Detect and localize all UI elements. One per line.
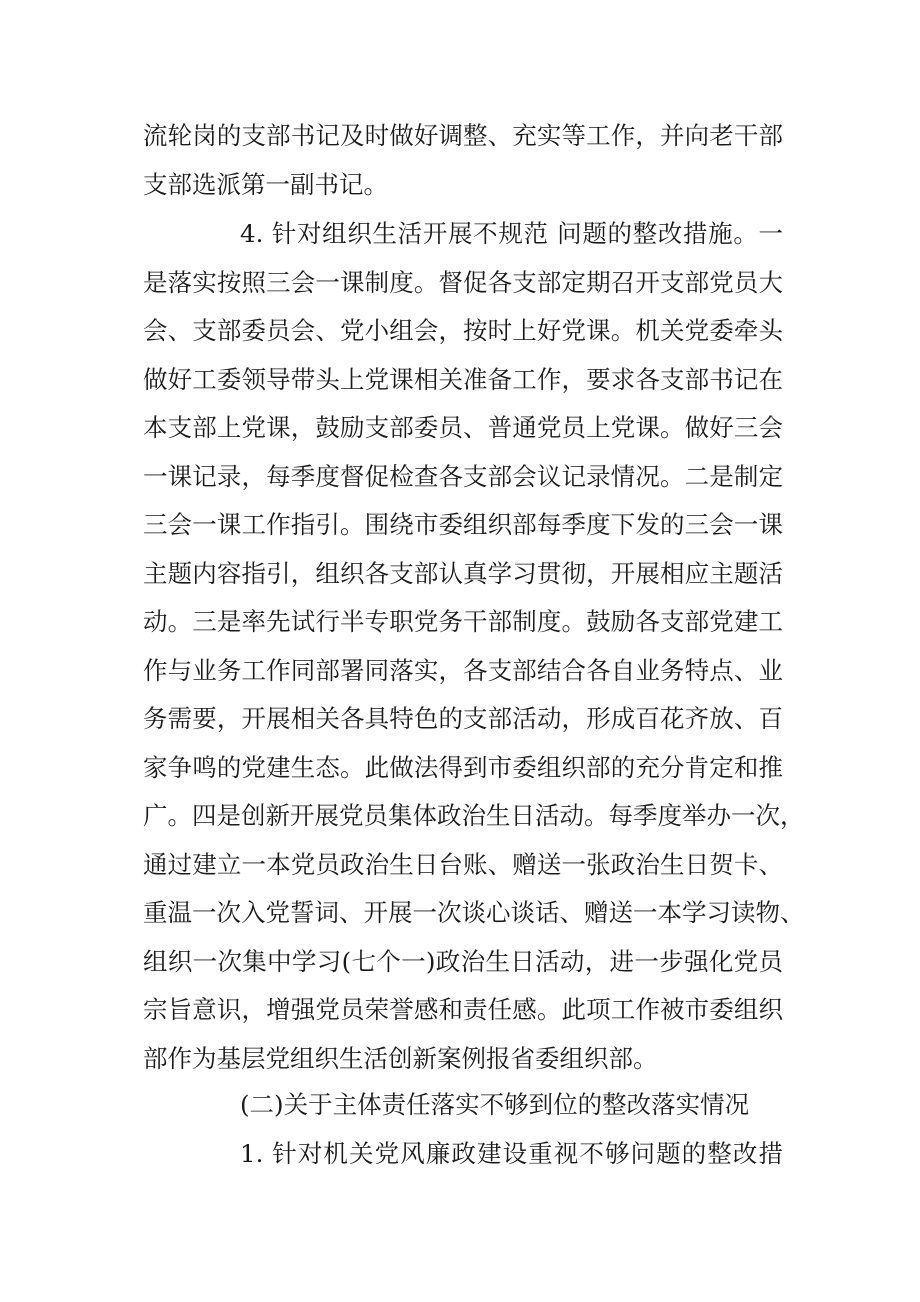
- text-line: 主题内容指引，组织各支部认真学习贯彻，开展相应主题活: [143, 558, 783, 588]
- text-line: 动。三是率先试行半专职党务干部制度。鼓励各支部党建工: [143, 607, 783, 636]
- paragraph-item-4: [143, 210, 805, 1083]
- text-line: 宗旨意识，增强党员荣誉感和责任感。此项工作被市委组织: [143, 995, 783, 1024]
- section-heading-block: [143, 1081, 783, 1130]
- section-heading: (二)关于主体责任落实不够到位的整改落实情况: [240, 1090, 750, 1119]
- text-line: 会、支部委员会、党小组会，按时上好党课。机关党委牵头: [143, 316, 783, 345]
- text-line: 作与业务工作同部署同落实，各支部结合各自业务特点、业: [143, 655, 783, 685]
- text-line: 流轮岗的支部书记及时做好调整、充实等工作，并向老干部: [143, 121, 783, 150]
- paragraph-first-line: 4. 针对组织生活开展不规范 问题的整改措施。一: [240, 219, 783, 248]
- text-line: 通过建立一本党员政治生日台账、赠送一张政治生日贺卡、: [143, 849, 783, 879]
- text-line: 广。四是创新开展党员集体政治生日活动。每季度举办一次，: [143, 801, 805, 830]
- paragraph-first-line: 1. 针对机关党风廉政建设重视不够问题的整改措: [240, 1139, 783, 1168]
- text-line: 一课记录，每季度督促检查各支部会议记录情况。二是制定: [143, 461, 783, 491]
- text-line: 是落实按照三会一课制度。督促各支部定期召开支部党员大: [143, 267, 783, 297]
- paragraph-continuation: [143, 112, 783, 209]
- text-line: 务需要，开展相关各具特色的支部活动，形成百花齐放、百: [143, 704, 783, 733]
- text-line: 做好工委领导带头上党课相关准备工作，要求各支部书记在: [143, 364, 783, 394]
- text-line: 重温一次入党誓词、开展一次谈心谈话、赠送一本学习读物、: [143, 898, 805, 927]
- text-line: 本支部上党课，鼓励支部委员、普通党员上党课。做好三会: [143, 413, 783, 442]
- text-line: 组织一次集中学习(七个一)政治生日活动，进一步强化党员: [143, 946, 783, 976]
- paragraph-item-1: [143, 1130, 783, 1179]
- text-line: 支部选派第一副书记。: [143, 169, 388, 199]
- text-line: 部作为基层党组织生活创新案例报省委组织部。: [143, 1043, 658, 1073]
- text-line: 家争鸣的党建生态。此做法得到市委组织部的充分肯定和推: [143, 752, 783, 782]
- text-line: 三会一课工作指引。围绕市委组织部每季度下发的三会一课: [143, 510, 783, 539]
